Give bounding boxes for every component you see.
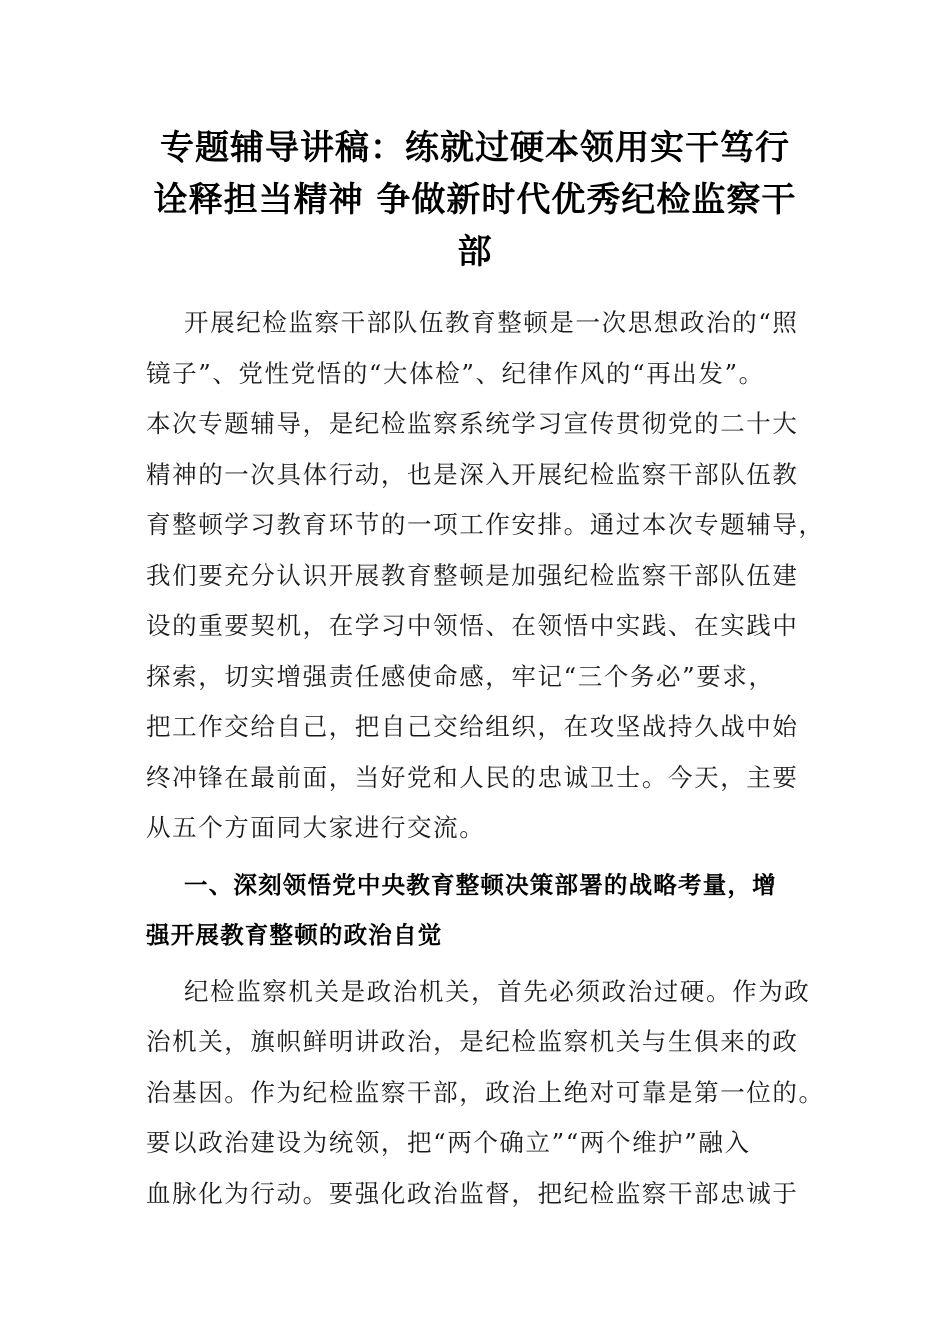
- title-line: 诠释担当精神 争做新时代优秀纪检监察干: [153, 180, 797, 220]
- title-line: 部: [457, 232, 493, 272]
- paragraph-line: 从五个方面同大家进行交流。: [146, 813, 486, 842]
- paragraph-line: 镜子”、党性党悟的“大体检”、纪律作风的“再出发”。: [146, 358, 765, 388]
- paragraph-line: 育整顿学习教育环节的一项工作安排。通过本次专题辅导，: [146, 510, 825, 539]
- paragraph-line: 治基因。作为纪检监察干部，政治上绝对可靠是第一位的。: [146, 1077, 825, 1107]
- section-paragraph: [146, 967, 825, 1220]
- paragraph-line: 把工作交给自己，把自己交给组织，在攻坚战持久战中始: [146, 712, 799, 741]
- paragraph-line: 精神的一次具体行动，也是深入开展纪检监察干部队伍教: [146, 459, 799, 489]
- paragraph-line: 本次专题辅导，是纪检监察系统学习宣传贯彻党的二十大: [146, 409, 799, 438]
- paragraph-line: 要以政治建设为统领，把“两个确立”“两个维护”融入: [146, 1128, 751, 1157]
- heading-line: 强开展教育整顿的政治自觉: [146, 921, 443, 949]
- document-title: [120, 122, 830, 278]
- heading-line: 一、深刻领悟党中央教育整顿决策部署的战略考量，增: [184, 870, 777, 899]
- paragraph-line: 纪检监察机关是政治机关，首先必须政治过硬。作为政: [184, 976, 811, 1006]
- paragraph-line: 治机关，旗帜鲜明讲政治，是纪检监察机关与生俱来的政: [146, 1027, 799, 1056]
- paragraph-line: 开展纪检监察干部队伍教育整顿是一次思想政治的“照: [184, 308, 799, 337]
- paragraph-line: 终冲锋在最前面，当好党和人民的忠诚卫士。今天，主要: [146, 762, 799, 792]
- title-line: 专题辅导讲稿：练就过硬本领用实干笃行: [160, 128, 790, 168]
- paragraph-line: 设的重要契机，在学习中领悟、在领悟中实践、在实践中: [146, 611, 799, 640]
- paragraph-line: 血脉化为行动。要强化政治监督，把纪检监察干部忠诚于: [146, 1178, 799, 1208]
- paragraph-line: 我们要充分认识开展教育整顿是加强纪检监察干部队伍建: [146, 560, 799, 590]
- document-body: [146, 298, 825, 1219]
- section-heading: [146, 860, 806, 961]
- paragraph-line: 探索，切实增强责任感使命感，牢记“三个务必”要求，: [146, 661, 775, 691]
- intro-paragraph: [146, 298, 825, 854]
